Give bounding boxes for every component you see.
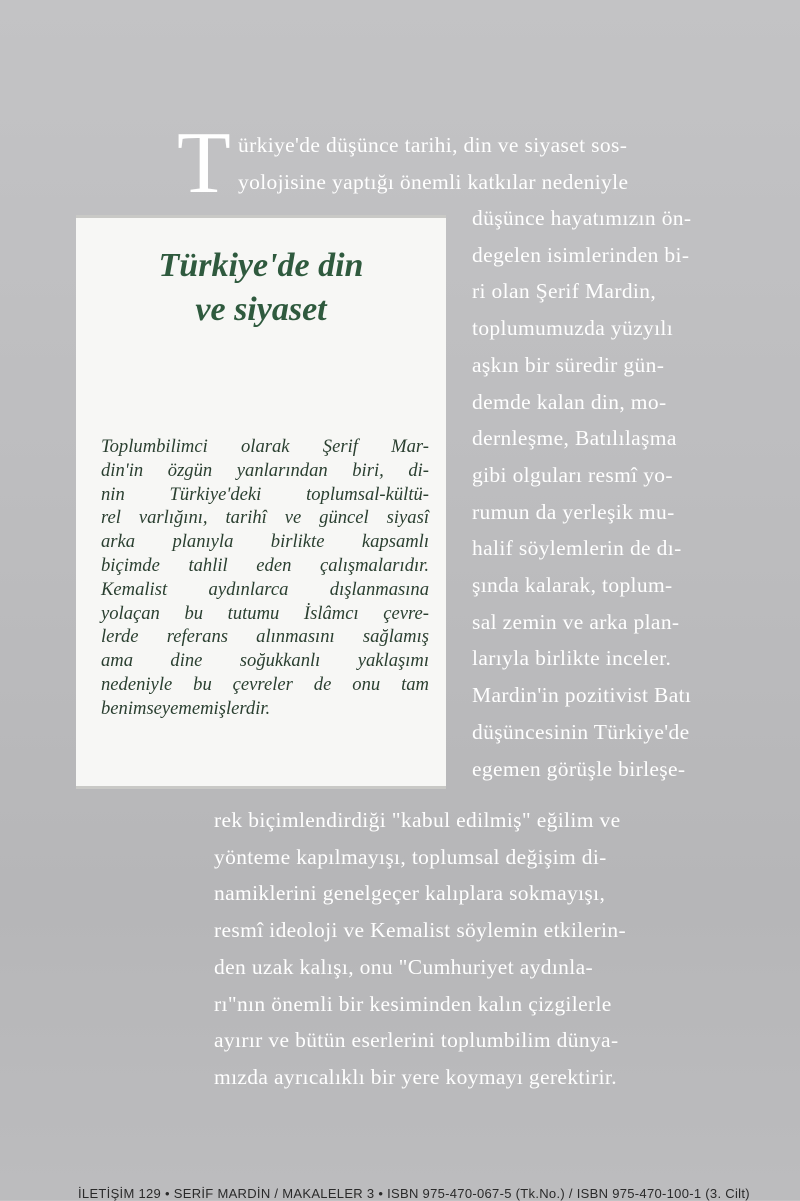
summary-text (101, 435, 429, 721)
body-line: namiklerini genelgeçer kalıplara sokmayışı, (214, 881, 606, 906)
summary-line: din'in özgün yanlarından biri, di- (101, 459, 429, 481)
body-line: dernleşme, Batılılaşma (472, 426, 677, 451)
body-line: rı"nın önemli bir kesiminden kalın çizgilerle (214, 991, 612, 1016)
body-line: toplumumuzda yüzyılı (472, 316, 674, 341)
title-line: ve siyaset (195, 291, 327, 328)
body-line: egemen görüşle birleşe- (472, 756, 686, 781)
body-line: halif söylemlerin de dı- (472, 536, 682, 561)
body-line: şında kalarak, toplum- (472, 573, 673, 598)
drop-cap-letter: T (177, 115, 231, 212)
summary-line: biçimde tahlil eden çalışmalarıdır. (101, 554, 429, 576)
book-title (76, 244, 446, 332)
body-line: sal zemin ve arka plan- (472, 609, 680, 634)
body-line: ri olan Şerif Mardin, (472, 279, 657, 304)
summary-line: Toplumbilimci olarak Şerif Mar- (101, 436, 429, 457)
summary-line: lerde referans alınmasını sağlamış (101, 626, 429, 648)
body-line: resmî ideoloji ve Kemalist söylemin etkilerin- (214, 918, 626, 943)
body-line: düşüncesinin Türkiye'de (472, 719, 690, 744)
body-line: yönteme kapılmayışı, toplumsal değişim di- (214, 844, 607, 869)
title-line: Türkiye'de din (158, 247, 364, 284)
body-line: rek biçimlendirdiği "kabul edilmiş" eğilim ve (214, 808, 621, 832)
summary-line: rel varlığını, tarihî ve güncel siyasî (101, 507, 429, 529)
intro-paragraph-lines (238, 127, 628, 200)
body-line: rumun da yerleşik mu- (472, 499, 675, 524)
summary-box (76, 215, 446, 789)
summary-line: nedeniyle bu çevreler de onu tam (101, 673, 429, 695)
body-line: düşünce hayatımızın ön- (472, 206, 692, 230)
publisher-footer: İLETİŞİM 129 • SERİF MARDİN / MAKALELER 3 • ISBN 975-470-067-5 (Tk.No.) / ISBN 975-470-100-1 (3. Cilt) (78, 1186, 750, 1201)
body-line: larıyla birlikte inceler. (472, 646, 672, 671)
body-line: mızda ayrıcalıklı bir yere koymayı gerektirir. (214, 1064, 617, 1089)
body-line: ayırır ve bütün eserlerini toplumbilim dünya- (214, 1028, 619, 1053)
intro-line: ürkiye'de düşünce tarihi, din ve siyaset sos- (238, 133, 628, 157)
body-line: degelen isimlerinden bi- (472, 242, 690, 267)
body-line: gibi olguları resmî yo- (472, 462, 673, 487)
intro-line: yolojisine yaptığı önemli katkılar nedeniyle (238, 169, 629, 194)
wide-column-text (214, 802, 626, 1096)
summary-line: Kemalist aydınlarca dışlanmasına (101, 578, 429, 600)
summary-line: ama dine soğukkanlı yaklaşımı (101, 650, 429, 672)
narrow-column-text (472, 200, 691, 787)
summary-line: nin Türkiye'deki toplumsal-kültü- (101, 483, 429, 505)
body-line: aşkın bir süredir gün- (472, 352, 665, 377)
summary-line: arka planıyla birlikte kapsamlı (101, 531, 429, 553)
summary-line: yolaçan bu tutumu İslâmcı çevre- (101, 602, 429, 624)
body-line: den uzak kalışı, onu "Cumhuriyet aydınla- (214, 954, 593, 979)
body-line: Mardin'in pozitivist Batı (472, 683, 692, 708)
summary-line: benimseyememişlerdir. (101, 697, 271, 719)
body-line: demde kalan din, mo- (472, 389, 667, 414)
